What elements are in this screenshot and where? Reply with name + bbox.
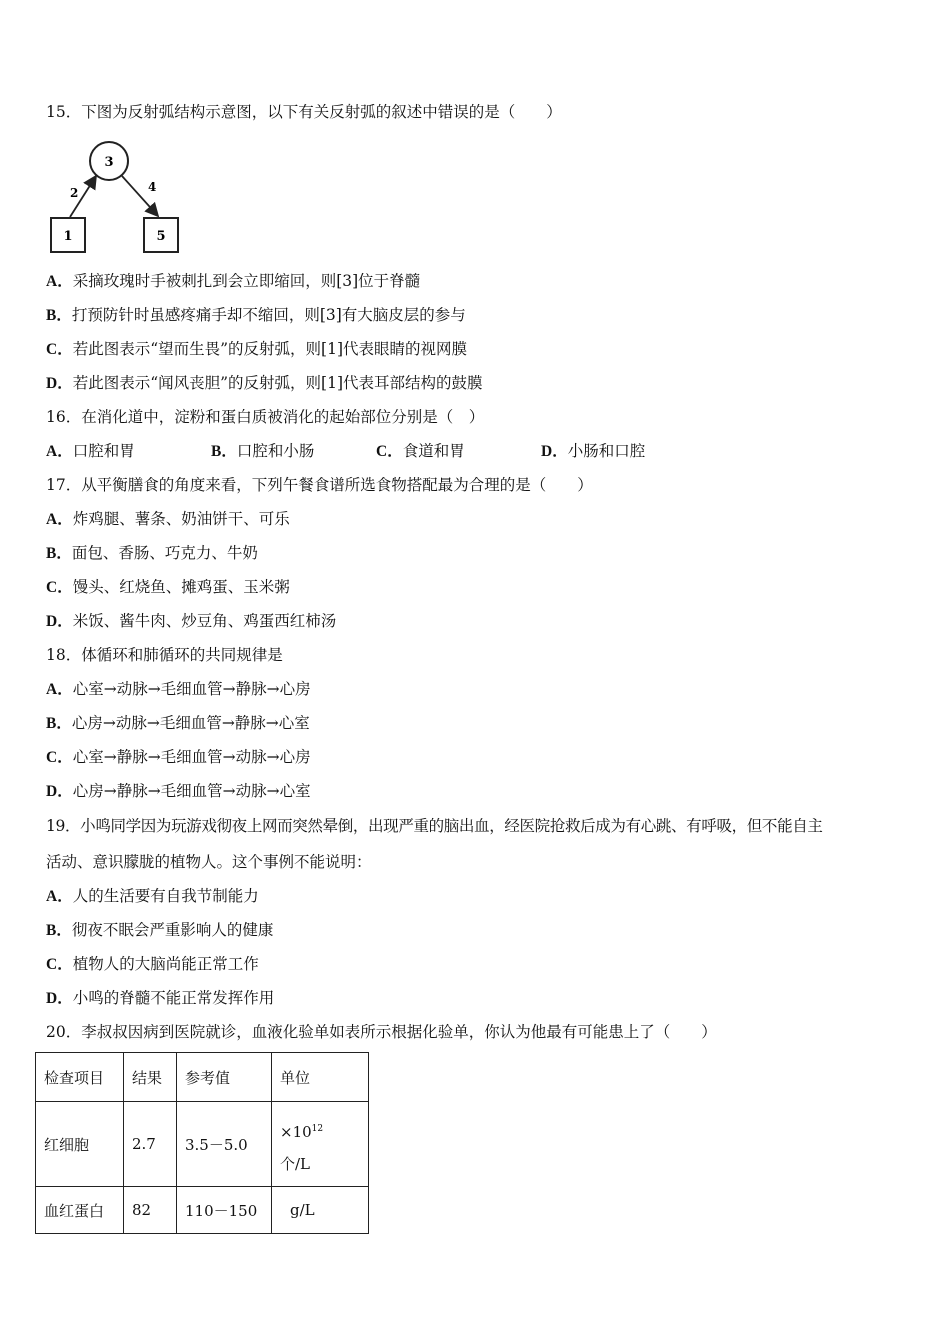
q17-option-d: D．米饭、酱牛肉、炒豆角、鸡蛋西红柿汤 bbox=[46, 612, 337, 630]
q17-option-c: C．馒头、红烧鱼、摊鸡蛋、玉米粥 bbox=[46, 578, 290, 596]
arrow-2-label: 2 bbox=[70, 186, 79, 200]
cell-unit: g/L bbox=[272, 1187, 369, 1234]
arrow-4-label: 4 bbox=[148, 180, 157, 194]
cell-item: 红细胞 bbox=[36, 1102, 124, 1187]
q18-stem: 18．体循环和肺循环的共同规律是 bbox=[46, 646, 283, 664]
reflex-arc-diagram bbox=[46, 140, 186, 260]
table-row bbox=[36, 1102, 369, 1187]
node-5-label: 5 bbox=[156, 229, 166, 244]
header-item: 检查项目 bbox=[36, 1053, 124, 1102]
table-row bbox=[36, 1187, 369, 1234]
q19-option-b: B．彻夜不眠会严重影响人的健康 bbox=[46, 921, 274, 939]
q17-option-b: B．面包、香肠、巧克力、牛奶 bbox=[46, 544, 258, 562]
cell-unit: $\times 10^{12}$ 个/L bbox=[272, 1102, 369, 1187]
blood-test-table bbox=[35, 1052, 369, 1234]
q19-stem-line1: 19．小鸣同学因为玩游戏彻夜上网而突然晕倒，出现严重的脑出血，经医院抢救后成为有心跳、有呼吸，但不能自主 bbox=[46, 817, 823, 835]
q15-option-a: A．采摘玫瑰时手被刺扎到会立即缩回，则[3]位于脊髓 bbox=[46, 272, 421, 290]
q16-option-d: D．小肠和口腔 bbox=[541, 442, 646, 460]
q19-stem-line2: 活动、意识朦胧的植物人。这个事例不能说明： bbox=[46, 853, 372, 871]
header-unit: 单位 bbox=[272, 1053, 369, 1102]
q17-option-a: A．炸鸡腿、薯条、奶油饼干、可乐 bbox=[46, 510, 290, 528]
node-1-label: 1 bbox=[63, 229, 73, 244]
node-3-label: 3 bbox=[104, 155, 114, 170]
cell-result: 82 bbox=[124, 1187, 177, 1234]
q16-option-c: C．食道和胃 bbox=[376, 442, 465, 460]
cell-reference: 3.5－5.0 bbox=[177, 1102, 272, 1187]
q16-options bbox=[46, 441, 645, 462]
q16-option-b: B．口腔和小肠 bbox=[211, 442, 315, 460]
cell-result: 2.7 bbox=[124, 1102, 177, 1187]
header-reference: 参考值 bbox=[177, 1053, 272, 1102]
q19-option-a: A．人的生活要有自我节制能力 bbox=[46, 887, 259, 905]
q18-option-b: B．心房→动脉→毛细血管→静脉→心室 bbox=[46, 714, 310, 732]
q19-option-d: D．小鸣的脊髓不能正常发挥作用 bbox=[46, 989, 275, 1007]
q15-option-b: B．打预防针时虽感疼痛手却不缩回，则[3]有大脑皮层的参与 bbox=[46, 306, 466, 324]
q20-stem: 20．李叔叔因病到医院就诊，血液化验单如表所示根据化验单，你认为他最有可能患上了（ ） bbox=[46, 1023, 717, 1041]
q17-stem: 17．从平衡膳食的角度来看，下列午餐食谱所选食物搭配最为合理的是（ ） bbox=[46, 476, 593, 494]
q18-option-d: D．心房→静脉→毛细血管→动脉→心室 bbox=[46, 782, 311, 800]
cell-reference: 110－150 bbox=[177, 1187, 272, 1234]
q16-stem: 16．在消化道中，淀粉和蛋白质被消化的起始部位分别是（ ） bbox=[46, 408, 485, 426]
q19-option-c: C．植物人的大脑尚能正常工作 bbox=[46, 955, 259, 973]
q16-option-a: A．口腔和胃 bbox=[46, 442, 135, 460]
q18-option-c: C．心室→静脉→毛细血管→动脉→心房 bbox=[46, 748, 311, 766]
q18-option-a: A．心室→动脉→毛细血管→静脉→心房 bbox=[46, 680, 311, 698]
q15-stem: 15．下图为反射弧结构示意图，以下有关反射弧的叙述中错误的是（ ） bbox=[46, 103, 562, 121]
header-result: 结果 bbox=[124, 1053, 177, 1102]
cell-item: 血红蛋白 bbox=[36, 1187, 124, 1234]
q15-option-c: C．若此图表示“望而生畏”的反射弧，则[1]代表眼睛的视网膜 bbox=[46, 340, 468, 358]
q15-option-d: D．若此图表示“闻风丧胆”的反射弧，则[1]代表耳部结构的鼓膜 bbox=[46, 374, 483, 392]
table-header-row bbox=[36, 1053, 369, 1102]
